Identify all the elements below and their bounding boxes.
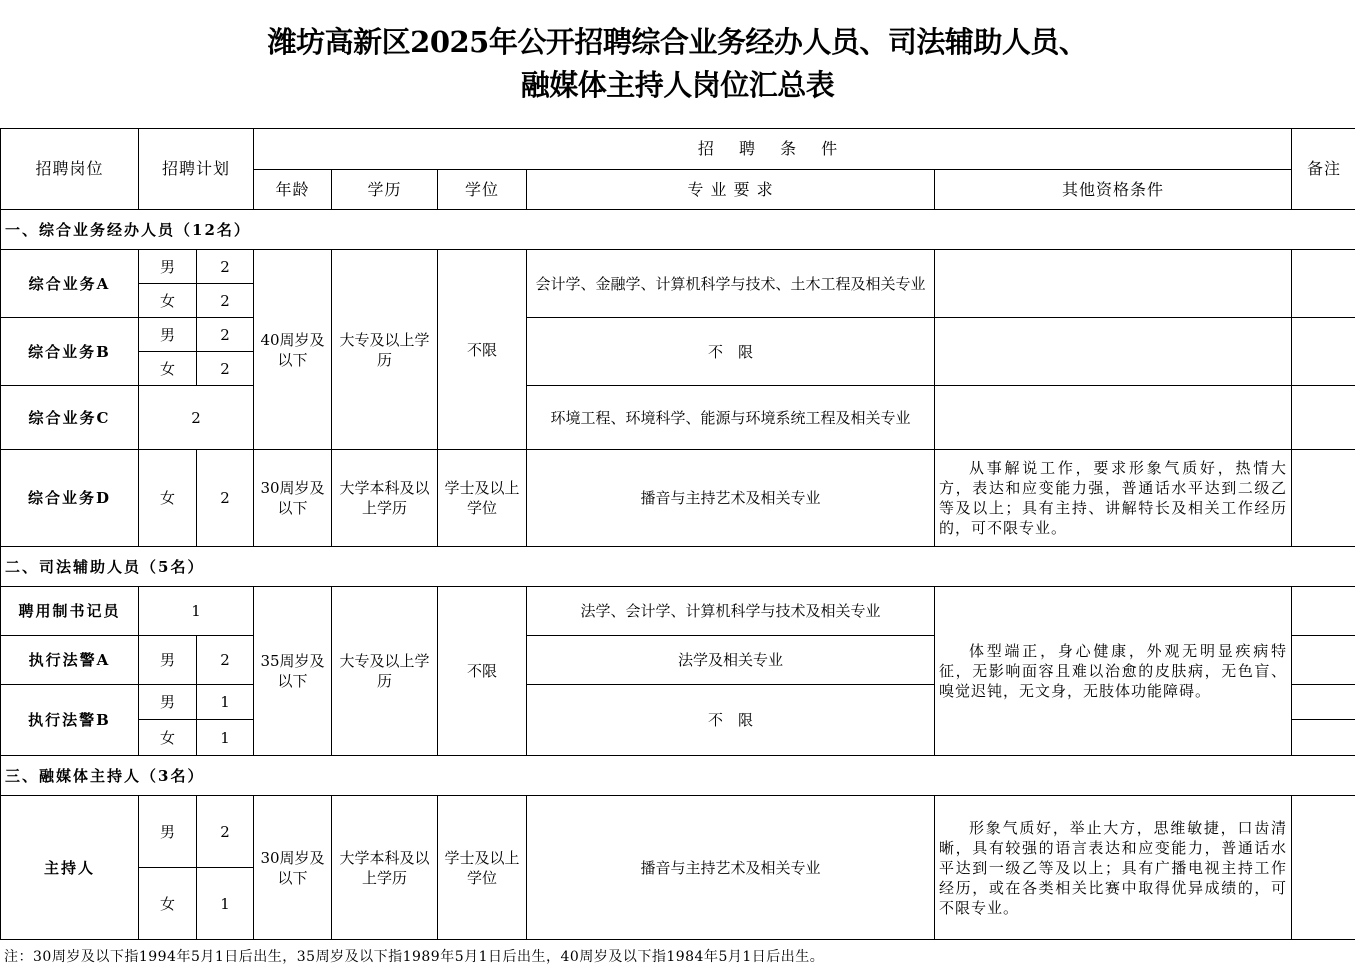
footnote: 注：30周岁及以下指1994年5月1日后出生，35周岁及以下指1989年5月1日后出生，40周岁及以下指1984年5月1日后出生。	[4, 949, 825, 965]
header-plan: 招聘计划	[139, 129, 254, 210]
gender-label: 男	[139, 250, 197, 284]
major-requirement: 环境工程、环境科学、能源与环境系统工程及相关专业	[527, 386, 935, 450]
section-3-title: 三、融媒体主持人（3名）	[1, 756, 1355, 796]
plan-count: 1	[197, 720, 254, 756]
header-position: 招聘岗位	[1, 129, 139, 210]
position-name: 主持人	[1, 796, 139, 940]
remark-cell	[1292, 636, 1355, 685]
header-education: 学历	[332, 170, 438, 210]
remark-cell	[1292, 450, 1355, 547]
header-remark: 备注	[1292, 129, 1355, 210]
plan-count: 1	[139, 587, 254, 636]
gender-label: 女	[139, 284, 197, 318]
education-requirement: 大学本科及以上学历	[332, 796, 438, 940]
degree-requirement: 不限	[438, 250, 527, 450]
plan-count: 2	[197, 796, 254, 868]
other-requirement: 形象气质好，举止大方，思维敏捷，口齿清晰，具有较强的语言表达和应变能力，普通话水平达到一级乙等及以上；具有广播电视主持工作经历，或在各类相关比赛中取得优异成绩的，可不限专业。	[935, 796, 1292, 940]
remark-cell	[1292, 386, 1355, 450]
header-major: 专 业 要 求	[527, 170, 935, 210]
position-name: 执行法警A	[1, 636, 139, 685]
position-name: 综合业务A	[1, 250, 139, 318]
major-requirement: 会计学、金融学、计算机科学与技术、土木工程及相关专业	[527, 250, 935, 318]
gender-label: 男	[139, 796, 197, 868]
education-requirement: 大专及以上学历	[332, 587, 438, 756]
remark-cell	[1292, 250, 1355, 318]
major-requirement: 法学、会计学、计算机科学与技术及相关专业	[527, 587, 935, 636]
position-name: 综合业务D	[1, 450, 139, 547]
major-requirement: 播音与主持艺术及相关专业	[527, 450, 935, 547]
gender-label: 女	[139, 352, 197, 386]
age-requirement: 30周岁及以下	[254, 450, 332, 547]
section-2-title: 二、司法辅助人员（5名）	[1, 547, 1355, 587]
recruitment-table	[0, 128, 1355, 940]
age-requirement: 40周岁及以下	[254, 250, 332, 450]
position-name: 综合业务B	[1, 318, 139, 386]
document-title	[0, 0, 1355, 128]
education-requirement: 大专及以上学历	[332, 250, 438, 450]
section-1-title: 一、综合业务经办人员（12名）	[1, 210, 1355, 250]
plan-count: 2	[139, 386, 254, 450]
major-requirement: 不 限	[527, 685, 935, 756]
major-requirement: 不 限	[527, 318, 935, 386]
plan-count: 2	[197, 352, 254, 386]
plan-count: 1	[197, 685, 254, 720]
remark-cell	[1292, 720, 1355, 756]
plan-count: 1	[197, 868, 254, 940]
gender-label: 女	[139, 450, 197, 547]
degree-requirement: 学士及以上学位	[438, 796, 527, 940]
education-requirement: 大学本科及以上学历	[332, 450, 438, 547]
plan-count: 2	[197, 284, 254, 318]
gender-label: 男	[139, 636, 197, 685]
gender-label: 女	[139, 868, 197, 940]
plan-count: 2	[197, 636, 254, 685]
title-line-1: 潍坊高新区2025年公开招聘综合业务经办人员、司法辅助人员、	[267, 25, 1088, 59]
major-requirement: 法学及相关专业	[527, 636, 935, 685]
header-other: 其他资格条件	[935, 170, 1292, 210]
gender-label: 男	[139, 685, 197, 720]
position-name: 综合业务C	[1, 386, 139, 450]
age-requirement: 30周岁及以下	[254, 796, 332, 940]
gender-label: 女	[139, 720, 197, 756]
gender-label: 男	[139, 318, 197, 352]
degree-requirement: 学士及以上学位	[438, 450, 527, 547]
plan-count: 2	[197, 318, 254, 352]
remark-cell	[1292, 796, 1355, 940]
plan-count: 2	[197, 450, 254, 547]
remark-cell	[1292, 685, 1355, 720]
age-requirement: 35周岁及以下	[254, 587, 332, 756]
title-line-2: 融媒体主持人岗位汇总表	[520, 68, 835, 102]
header-degree: 学位	[438, 170, 527, 210]
major-requirement: 播音与主持艺术及相关专业	[527, 796, 935, 940]
other-requirement: 体型端正，身心健康，外观无明显疾病特征，无影响面容且难以治愈的皮肤病，无色盲、嗅觉迟钝，无文身，无肢体功能障碍。	[935, 587, 1292, 756]
other-requirement: 从事解说工作，要求形象气质好，热情大方，表达和应变能力强，普通话水平达到二级乙等及以上；具有主持、讲解特长及相关工作经历的，可不限专业。	[935, 450, 1292, 547]
degree-requirement: 不限	[438, 587, 527, 756]
header-age: 年龄	[254, 170, 332, 210]
remark-cell	[1292, 318, 1355, 386]
remark-cell	[1292, 587, 1355, 636]
header-conditions: 招 聘 条 件	[254, 129, 1292, 170]
other-requirement	[935, 318, 1292, 386]
other-requirement	[935, 386, 1292, 450]
position-name: 聘用制书记员	[1, 587, 139, 636]
other-requirement	[935, 250, 1292, 318]
position-name: 执行法警B	[1, 685, 139, 756]
plan-count: 2	[197, 250, 254, 284]
